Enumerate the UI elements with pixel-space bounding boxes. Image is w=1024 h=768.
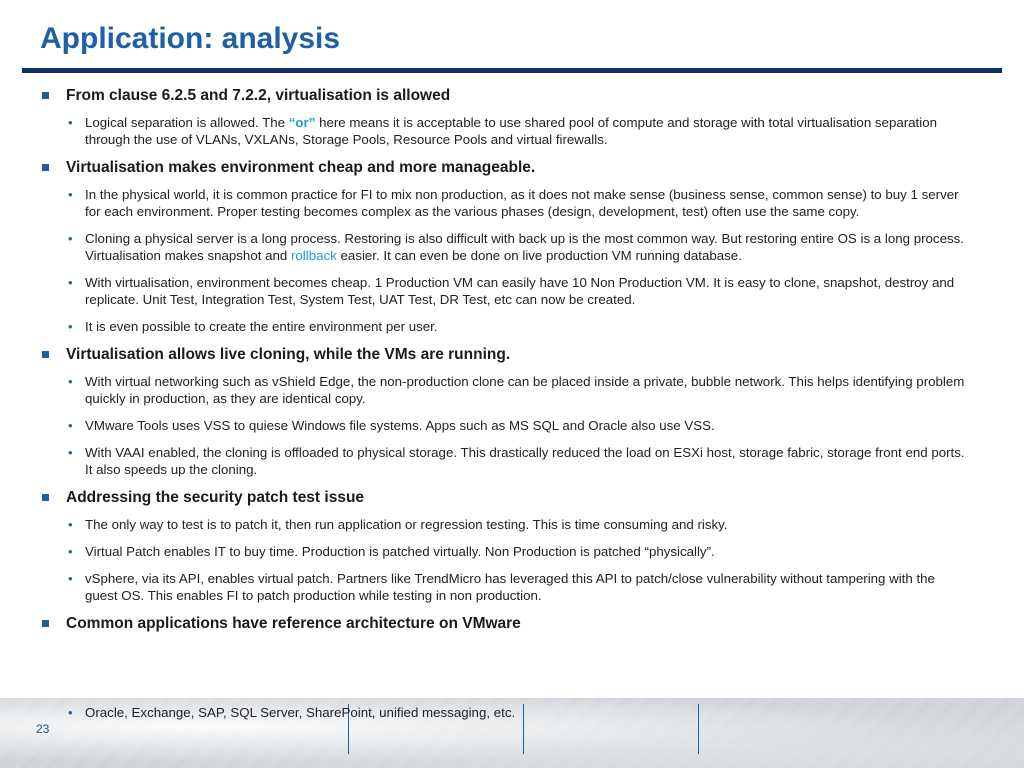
highlight-rollback: rollback [290,248,337,263]
item-text: With virtualisation, environment becomes cheap. 1 Production VM can easily have 10 Non Production VM. It is easy to clone, snapshot, destroy and replicate. Unit Test, Integration Test, System Test, UAT Test, DR Test, etc can now be created. [85,275,955,307]
bullet-item [0,570,1024,604]
bullet-dot-icon: • [68,445,73,460]
square-bullet-icon [42,494,49,501]
slide-title: Application: analysis [40,22,341,55]
item-text: The only way to test is to patch it, then run application or regression testing. This is time consuming and risky. [85,517,728,532]
square-bullet-icon [42,164,49,171]
bullet-dot-icon: • [68,571,73,586]
section-heading [0,488,1024,508]
section-reference-architecture [0,614,1024,634]
bullet-dot-icon: • [68,517,73,532]
highlight-or: “or” [288,115,316,130]
bullet-item [0,543,1024,560]
item-text: here means it is acceptable to use shared pool of compute and storage with total virtualisation separation through the use of VLANs, VXLANs, Storage Pools, Resource Pools and virtual firewalls. [85,115,937,147]
section-heading [0,158,1024,178]
section-security-patch [0,488,1024,604]
square-bullet-icon [42,620,49,627]
heading-text: Addressing the security patch test issue [66,489,365,506]
item-text: Logical separation is allowed. The [85,115,289,130]
section-heading [0,614,1024,634]
item-text: With VAAI enabled, the cloning is offloaded to physical storage. This drastically reduced the load on ESXi host, storage fabric, storage front end ports. It also speeds up the cloning. [85,445,965,477]
last-bullet-container [0,704,1024,731]
bullet-dot-icon: • [68,231,73,246]
bullet-item [0,186,1024,220]
item-text: VMware Tools uses VSS to quiese Windows file systems. Apps such as MS SQL and Oracle also use VSS. [85,418,715,433]
item-text: vSphere, via its API, enables virtual patch. Partners like TrendMicro has leveraged this API to patch/close vulnerability without tampering with the guest OS. This enables FI to patch production while testing in non production. [85,571,935,603]
bullet-item [0,373,1024,407]
heading-text: From clause 6.2.5 and 7.2.2, virtualisation is allowed [66,87,451,104]
section-live-cloning [0,345,1024,478]
section-virtualisation-allowed [0,86,1024,148]
bullet-item [0,417,1024,434]
item-text: Virtual Patch enables IT to buy time. Production is patched virtually. Non Production is patched “physically”. [85,544,715,559]
item-text: With virtual networking such as vShield Edge, the non-production clone can be placed inside a private, bubble network. This helps identifying problem quickly in production, as they are identical copy. [85,374,965,406]
bullet-item [0,230,1024,264]
section-heading [0,345,1024,365]
bullet-item [0,704,1024,721]
bullet-dot-icon: • [68,544,73,559]
bullet-dot-icon: • [68,705,73,720]
item-text: It is even possible to create the entire environment per user. [85,319,438,334]
square-bullet-icon [42,351,49,358]
title-divider [22,68,1002,73]
bullet-item [0,114,1024,148]
section-heading [0,86,1024,106]
bullet-item [0,274,1024,308]
heading-text: Virtualisation makes environment cheap and more manageable. [66,159,536,176]
section-cheap-manageable [0,158,1024,335]
bullet-dot-icon: • [68,374,73,389]
item-text: easier. It can even be done on live production VM running database. [336,248,742,263]
heading-text: Virtualisation allows live cloning, while the VMs are running. [66,346,511,363]
bullet-dot-icon: • [68,319,73,334]
bullet-item [0,516,1024,533]
square-bullet-icon [42,92,49,99]
bullet-dot-icon: • [68,187,73,202]
item-text: In the physical world, it is common practice for FI to mix non production, as it does not make sense (business sense, common sense) to buy 1 server for each environment. Proper testing becomes complex as the various phases (design, development, test) often use the same copy. [85,187,959,219]
page-number: 23 [36,722,50,736]
heading-text: Common applications have reference architecture on VMware [66,615,521,632]
bullet-item [0,444,1024,478]
bullet-dot-icon: • [68,115,73,130]
item-text: Cloning a physical server is a long process. Restoring is also difficult with back up is the most common way. But restoring entire OS is a long process. Virtualisation makes snapshot and [85,231,964,263]
bullet-dot-icon: • [68,418,73,433]
item-text: Oracle, Exchange, SAP, SQL Server, SharePoint, unified messaging, etc. [85,705,516,720]
bullet-dot-icon: • [68,275,73,290]
slide-content [0,86,1024,642]
bullet-item [0,318,1024,335]
